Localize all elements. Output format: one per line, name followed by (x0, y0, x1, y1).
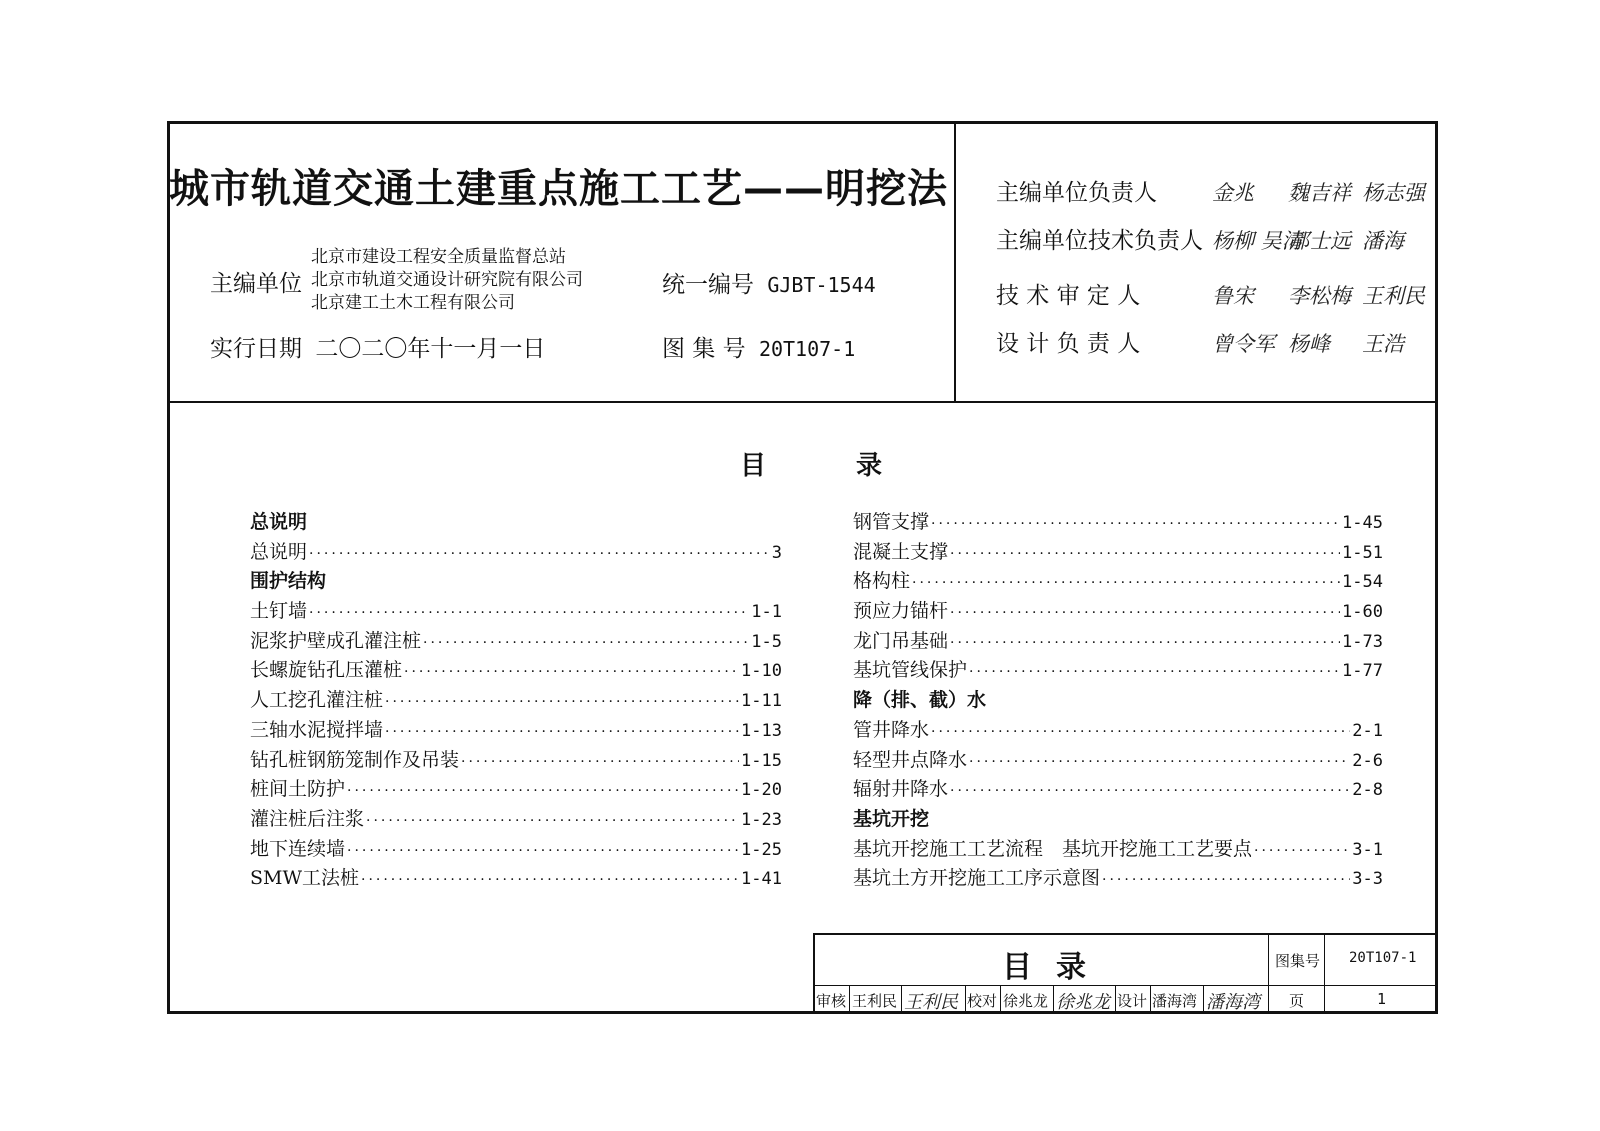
title-block-atlas-label: 图集号 (1275, 952, 1321, 970)
toc-leader-dots (404, 658, 739, 688)
toc-leader-dots (309, 540, 770, 570)
toc-entry (853, 508, 1383, 538)
toc-entry-page: 1-73 (1342, 631, 1383, 652)
toc-entry (853, 716, 1383, 746)
title-block-name: 目录 (1002, 950, 1110, 985)
toc-entry-page: 3 (771, 542, 782, 563)
toc-leader-dots (423, 629, 749, 659)
toc-entry-title: 基坑土方开挖施工工序示意图 (853, 867, 1101, 890)
toc-entry-page: 1-5 (751, 631, 782, 652)
atlas-number-label: 图 集 号 (662, 336, 746, 362)
toc-entry-page: 1-1 (751, 602, 782, 623)
toc-entry (250, 538, 782, 568)
toc-entry-page: 1-13 (741, 720, 782, 741)
header-divider (167, 401, 1438, 403)
toc-leader-dots (361, 866, 739, 896)
handwritten-signature: 李松梅 (1288, 284, 1351, 308)
effective-date-value: 二〇二〇年十一月一日 (315, 336, 546, 362)
toc-entry-page: 1-60 (1342, 602, 1383, 623)
toc-entry-page: 1-41 (741, 869, 782, 890)
unified-number (662, 266, 876, 299)
toc-entry-title: 泥浆护壁成孔灌注桩 (250, 629, 422, 652)
toc-entry-title: 预应力锚杆 (853, 600, 949, 623)
toc-leader-dots (969, 658, 1340, 688)
toc-entry-page: 2-6 (1352, 750, 1383, 771)
toc-entry-title: 基坑管线保护 (853, 659, 968, 682)
toc-entry (853, 538, 1383, 568)
toc-leader-dots (931, 718, 1350, 748)
atlas-number (662, 330, 855, 363)
toc-heading: 目录 (740, 451, 973, 481)
handwritten-signature: 杨峰 (1288, 332, 1330, 356)
toc-leader-dots (1102, 866, 1350, 896)
toc-leader-dots (950, 629, 1340, 659)
unified-number-label: 统一编号 (662, 272, 754, 298)
title-block-atlas-value: 20T107-1 (1349, 950, 1417, 966)
toc-entry (853, 567, 1383, 597)
check-name: 徐兆龙 (1003, 992, 1049, 1010)
toc-entry-page: 2-8 (1352, 780, 1383, 801)
handwritten-signature: 王浩 (1362, 332, 1404, 356)
toc-section-heading: 降（排、截）水 (853, 689, 987, 712)
toc-entry (853, 864, 1383, 894)
toc-entry-page: 1-20 (741, 780, 782, 801)
atlas-number-value: 20T107-1 (758, 337, 856, 361)
toc-entry-title: 灌注桩后注浆 (250, 807, 365, 830)
toc-entry-title: SMW工法桩 (250, 867, 359, 890)
toc-entry (853, 746, 1383, 776)
signature-role: 设 计 负 责 人 (996, 331, 1141, 357)
toc-entry (853, 597, 1383, 627)
toc-entry-page: 1-45 (1342, 513, 1383, 533)
toc-entry-title: 钻孔桩钢筋笼制作及吊装 (250, 748, 460, 771)
toc-entry (250, 746, 782, 776)
design-name: 潘海湾 (1152, 992, 1198, 1010)
toc-entry-page: 1-77 (1342, 661, 1383, 682)
toc-leader-dots (461, 748, 739, 778)
toc-leader-dots (950, 777, 1350, 807)
page-number: 1 (1377, 990, 1387, 1008)
toc-entry (853, 835, 1383, 865)
toc-leader-dots (347, 777, 739, 807)
toc-entry-page: 3-3 (1352, 869, 1383, 890)
effective-date-label: 实行日期 (210, 336, 302, 362)
toc-entry-title: 地下连续墙 (250, 837, 346, 860)
toc-entry-title: 混凝土支撑 (853, 540, 949, 563)
signature-role: 主编单位技术负责人 (996, 228, 1203, 254)
toc-entry-title: 轻型井点降水 (853, 748, 968, 771)
handwritten-signature: 曾令军 (1212, 332, 1275, 356)
toc-entry-title: 格构柱 (853, 570, 911, 593)
editor-unit-2: 北京市轨道交通设计研究院有限公司 (311, 270, 583, 290)
toc-leader-dots (950, 540, 1340, 570)
toc-entry-title: 三轴水泥搅拌墙 (250, 718, 384, 741)
toc-entry-title: 土钉墙 (250, 600, 308, 623)
toc-entry-title: 钢管支撑 (853, 511, 930, 533)
editor-unit-1: 北京市建设工程安全质量监督总站 (311, 247, 566, 267)
toc-entry-page: 1-54 (1342, 572, 1383, 593)
editor-unit-label: 主编单位 (210, 271, 302, 297)
toc-entry-page: 1-10 (741, 661, 782, 682)
toc-entry (250, 627, 782, 657)
handwritten-signature: 杨志强 (1362, 181, 1425, 205)
check-label: 校对 (967, 992, 998, 1010)
page-label: 页 (1289, 992, 1305, 1010)
toc-entry-page: 2-1 (1352, 720, 1383, 741)
effective-date (210, 330, 545, 363)
unified-number-value: GJBT-1544 (767, 273, 876, 297)
signature-role: 主编单位负责人 (996, 180, 1157, 206)
toc-entry (250, 716, 782, 746)
toc-right-column (853, 508, 1383, 894)
handwritten-signature: 郝士远 (1288, 229, 1351, 253)
editor-unit-3: 北京建工土木工程有限公司 (311, 293, 515, 313)
toc-leader-dots (1254, 837, 1350, 867)
handwritten-signature: 鲁宋 (1212, 284, 1254, 308)
header-vertical-divider (954, 121, 956, 402)
toc-entry (250, 835, 782, 865)
toc-entry-page: 1-11 (741, 691, 782, 712)
design-signature: 潘海湾 (1206, 992, 1260, 1013)
signature-role: 技 术 审 定 人 (996, 283, 1141, 309)
toc-entry-title: 龙门吊基础 (853, 629, 949, 652)
toc-section-heading: 总说明 (250, 511, 308, 533)
handwritten-signature: 魏吉祥 (1288, 181, 1351, 205)
toc-leader-dots (969, 748, 1350, 778)
design-label: 设计 (1117, 992, 1148, 1010)
toc-entry-title: 辐射井降水 (853, 778, 949, 801)
handwritten-signature: 王利民 (1362, 284, 1425, 308)
toc-section-heading: 基坑开挖 (853, 807, 930, 830)
toc-entry-title: 管井降水 (853, 718, 930, 741)
toc-entry-page: 1-15 (741, 750, 782, 771)
review-signature: 王利民 (904, 992, 958, 1013)
toc-leader-dots (912, 569, 1340, 599)
toc-entry (250, 597, 782, 627)
toc-entry-page: 1-25 (741, 839, 782, 860)
review-name: 王利民 (852, 992, 898, 1010)
toc-leader-dots (366, 807, 739, 837)
toc-entry-page: 3-1 (1352, 839, 1383, 860)
page-title: 城市轨道交通土建重点施工工艺——明挖法 (169, 166, 948, 212)
toc-leader-dots (931, 510, 1340, 540)
toc-section-heading: 围护结构 (250, 570, 327, 593)
toc-entry-title: 总说明 (250, 540, 308, 563)
toc-entry-title: 桩间土防护 (250, 778, 346, 801)
toc-leader-dots (950, 599, 1340, 629)
handwritten-signature: 潘海 (1362, 229, 1404, 253)
toc-leader-dots (385, 688, 739, 718)
toc-entry (250, 864, 782, 894)
check-signature: 徐兆龙 (1056, 992, 1110, 1013)
toc-entry-page: 1-51 (1342, 542, 1383, 563)
handwritten-signature: 金兆 (1212, 181, 1254, 205)
toc-entry (250, 686, 782, 716)
toc-entry (853, 656, 1383, 686)
toc-entry (250, 775, 782, 805)
review-label: 审核 (816, 992, 847, 1010)
handwritten-signature: 杨柳 吴清 (1212, 229, 1303, 253)
toc-entry-title: 基坑开挖施工工艺流程 基坑开挖施工工艺要点 (853, 837, 1253, 860)
toc-leader-dots (385, 718, 739, 748)
toc-entry-title: 长螺旋钻孔压灌桩 (250, 659, 403, 682)
toc-entry (853, 627, 1383, 657)
toc-leader-dots (309, 599, 749, 629)
toc-entry-page: 1-23 (741, 809, 782, 830)
toc-leader-dots (347, 837, 739, 867)
toc-entry (250, 656, 782, 686)
toc-entry (250, 805, 782, 835)
editor-units (311, 246, 583, 315)
toc-entry-title: 人工挖孔灌注桩 (250, 689, 384, 712)
toc-left-column (250, 508, 782, 894)
toc-entry (853, 775, 1383, 805)
